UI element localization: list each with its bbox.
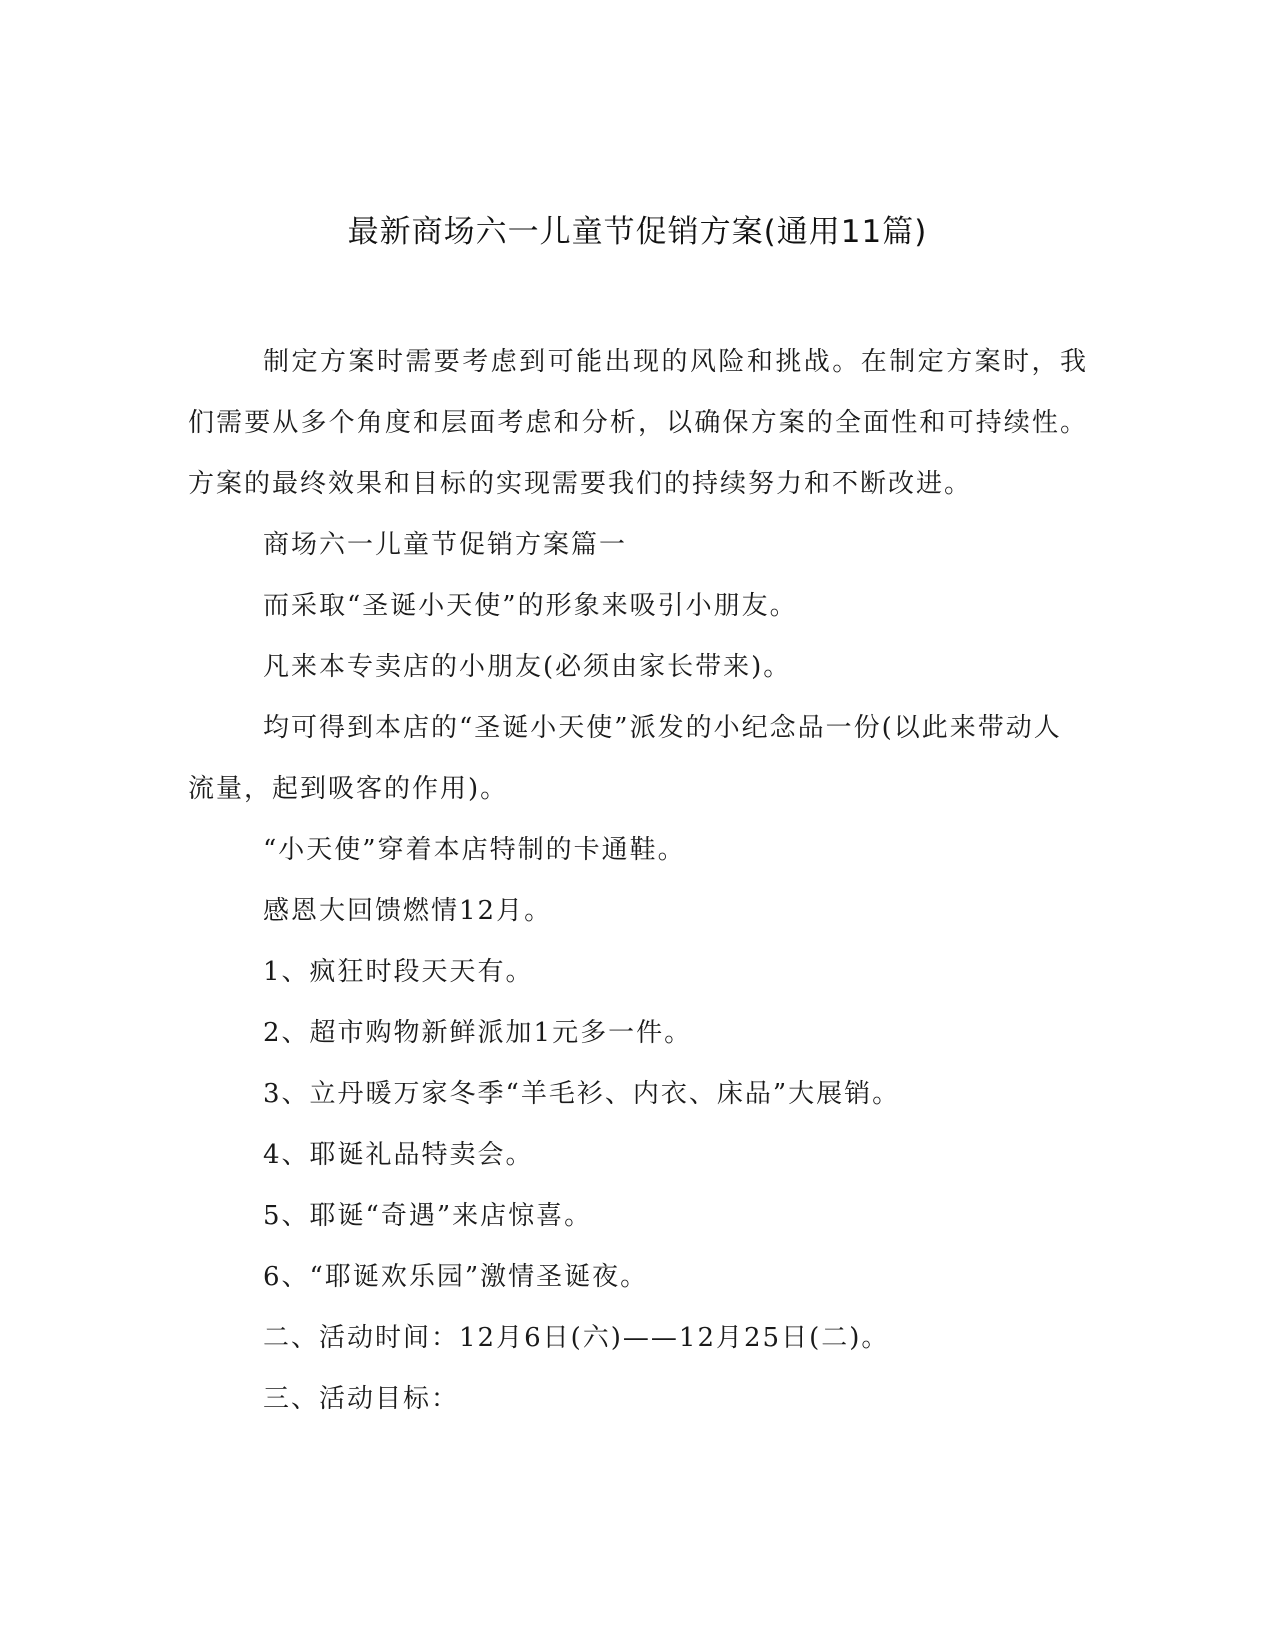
list-item: 3、立丹暖万家冬季“羊毛衫、内衣、床品”大展销。 xyxy=(263,1079,901,1109)
section-heading: 商场六一儿童节促销方案篇一 xyxy=(263,530,628,560)
document-body xyxy=(188,332,1088,1430)
list-item: 6、“耶诞欢乐园”激情圣诞夜。 xyxy=(263,1262,649,1292)
list-item: 4、耶诞礼品特卖会。 xyxy=(263,1140,534,1170)
document-title: 最新商场六一儿童节促销方案(通用11篇) xyxy=(347,214,928,250)
body-paragraph: “小天使”穿着本店特制的卡通鞋。 xyxy=(263,835,686,865)
body-paragraph: 凡来本专卖店的小朋友(必须由家长带来)。 xyxy=(263,652,792,682)
list-item: 1、疯狂时段天天有。 xyxy=(263,957,534,987)
list-item: 2、超市购物新鲜派加1元多一件。 xyxy=(263,1018,693,1048)
body-paragraph: 感恩大回馈燃情12月。 xyxy=(263,896,553,926)
body-paragraph: 均可得到本店的“圣诞小天使”派发的小纪念品一份(以此来带动人流量，起到吸客的作用)。 xyxy=(188,713,1062,804)
section-heading: 二、活动时间：12月6日(六)——12月25日(二)。 xyxy=(263,1323,890,1353)
section-heading: 三、活动目标： xyxy=(263,1384,460,1414)
intro-paragraph: 制定方案时需要考虑到可能出现的风险和挑战。在制定方案时，我们需要从多个角度和层面考虑和分析，以确保方案的全面性和可持续性。方案的最终效果和目标的实现需要我们的持续努力和不断改进。 xyxy=(188,347,1088,499)
list-item: 5、耶诞“奇遇”来店惊喜。 xyxy=(263,1201,593,1231)
body-paragraph: 而采取“圣诞小天使”的形象来吸引小朋友。 xyxy=(263,591,798,621)
